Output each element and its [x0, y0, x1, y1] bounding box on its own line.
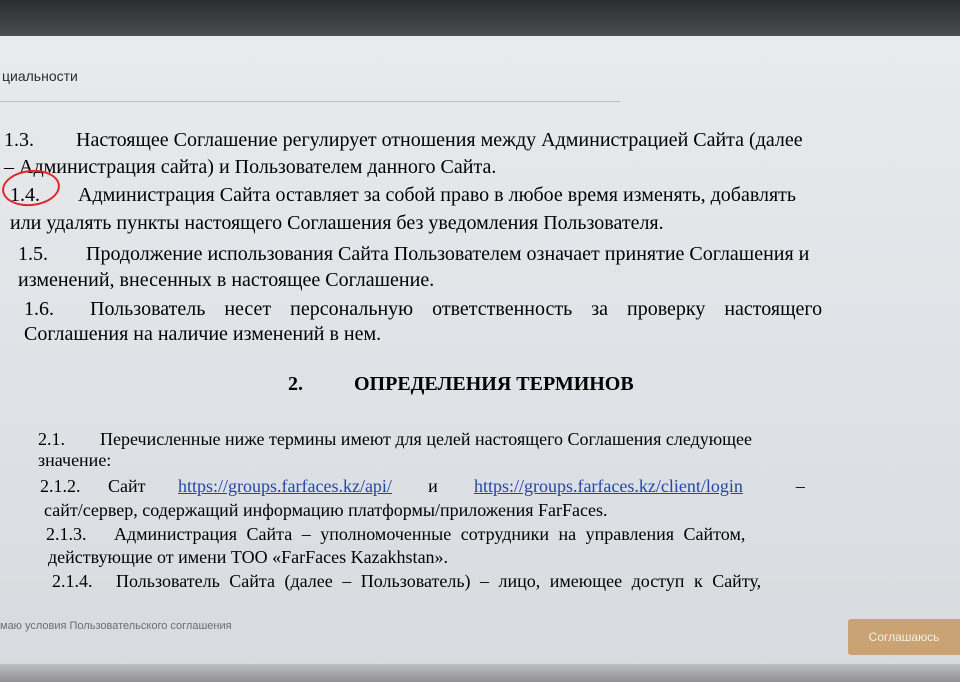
term-number: 2.1. — [38, 429, 65, 449]
section-number: 1.5. — [18, 243, 48, 265]
screen-bezel — [0, 664, 960, 682]
divider — [0, 101, 620, 102]
term-2-1-2-line-2: сайт/сервер, содержащий информацию платформы/приложения FarFaces. — [44, 500, 608, 520]
section-number: 1.6. — [24, 298, 54, 320]
dash: – — [795, 476, 805, 496]
section-1-6-line-2: Соглашения на наличие изменений в нем. — [24, 323, 382, 345]
term-2-1-2-line-1 — [40, 474, 805, 498]
conjunction: и — [428, 476, 438, 496]
agree-button[interactable]: Соглашаюсь — [848, 619, 960, 655]
term-word: Сайт — [108, 476, 146, 496]
heading-number: 2. — [288, 373, 303, 395]
consent-checkbox-label[interactable]: маю условия Пользовательского соглашения — [0, 620, 232, 632]
section-heading — [288, 373, 634, 396]
section-1-4-line-2: или удалять пункты настоящего Соглашения без уведомления Пользователя. — [10, 212, 664, 234]
api-link[interactable]: https://groups.farfaces.kz/api/ — [178, 476, 392, 496]
section-text: Настоящее Соглашение регулирует отношения между Администрацией Сайта (далее — [76, 129, 803, 151]
heading-title: ОПРЕДЕЛЕНИЯ ТЕРМИНОВ — [354, 373, 634, 395]
section-1-5-line-2: изменений, внесенных в настоящее Соглашение. — [18, 269, 435, 291]
section-text: Администрация Сайта оставляет за собой право в любое время изменять, добавлять — [78, 184, 797, 206]
term-2-1-line-2: значение: — [38, 450, 112, 470]
client-login-link[interactable]: https://groups.farfaces.kz/client/login — [473, 476, 743, 496]
section-number: 1.3. — [4, 129, 34, 151]
term-number: 2.1.4. — [52, 571, 93, 591]
term-2-1-3-line-1 — [46, 522, 745, 546]
term-2-1-line-1 — [38, 427, 752, 451]
term-text: Перечисленные ниже термины имеют для целей настоящего Соглашения следующее — [100, 429, 753, 449]
term-2-1-4-line-1 — [52, 569, 761, 593]
term-2-1-3-line-2: действующие от имени ТОО «FarFaces Kazakhstan». — [48, 547, 449, 567]
modal-title: циальности — [2, 68, 78, 84]
term-number: 2.1.3. — [46, 524, 87, 544]
section-1-6-line-1 — [24, 297, 822, 321]
term-text: Пользователь Сайта (далее – Пользователь) – лицо, имеющее доступ к Сайту, — [116, 571, 762, 591]
section-text: Пользователь несет персональную ответственность за проверку настоящего — [90, 298, 823, 320]
section-1-3-line-1 — [4, 128, 803, 152]
section-1-5-line-1 — [18, 242, 809, 266]
section-1-4-line-1 — [10, 183, 796, 207]
section-number: 1.4. — [10, 184, 40, 206]
window-top-bar — [0, 0, 960, 36]
term-text: Администрация Сайта – уполномоченные сотрудники на управления Сайтом, — [114, 524, 746, 544]
term-number: 2.1.2. — [40, 476, 81, 496]
section-1-3-line-2: – Администрация сайта) и Пользователем данного Сайта. — [4, 156, 497, 178]
section-text: Продолжение использования Сайта Пользователем означает принятие Соглашения и — [86, 243, 810, 265]
